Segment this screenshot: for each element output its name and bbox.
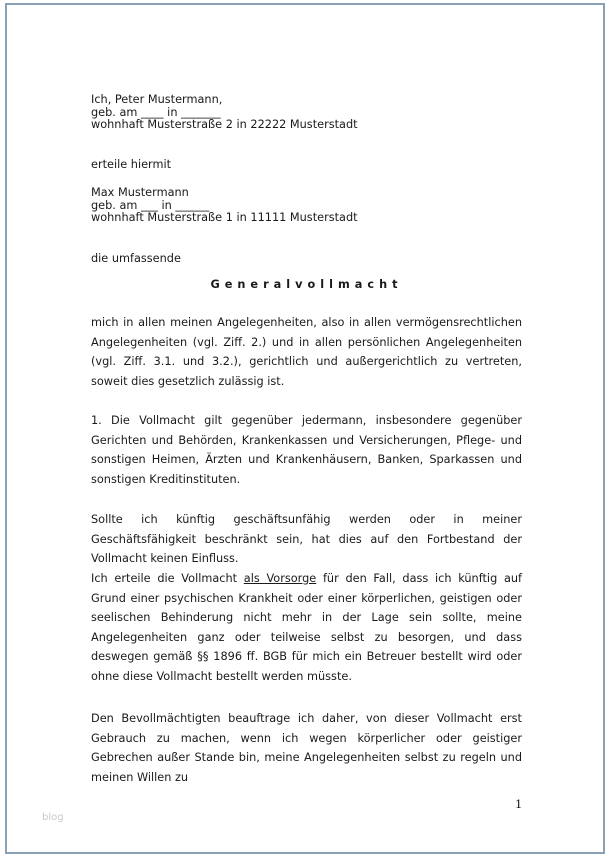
sender-address-line: wohnhaft Musterstraße 2 in 22222 Musterstadt xyxy=(91,118,358,131)
precaution-text-start: Ich erteile die Vollmacht xyxy=(91,572,244,585)
document-title: Generalvollmacht xyxy=(210,278,403,291)
paragraph-scope: mich in allen meinen Angelegenheiten, also in allen vermögensrechtlichen Angelegenheiten (vgl. Ziff. 2.) und in allen persönlichen Angelegenheiten (vgl. Ziff. 3.1. und 3.2.), gerichtlich und außergerichtlich zu vertreten, soweit dies gesetzlich zulässig ist. xyxy=(91,316,522,388)
paragraph-authorization: Den Bevollmächtigten beauftrage ich daher, von dieser Vollmacht erst Gebrauch zu machen, wenn ich wegen körperlicher oder geistiger Gebrechen außer Stande bin, meine Angelegenheiten selbst zu regeln und meinen Willen zu xyxy=(91,712,522,784)
intro-text: die umfassende xyxy=(91,252,181,265)
precaution-text-end: für den Fall, dass ich künftig auf Grund einer psychischen Krankheit oder einer körperlichen, geistigen oder seelischen Behinderung nicht mehr in der Lage sein sollte, meine Angelegenheiten ganz oder teilweise selbst zu besorgen, und dass deswegen gemäß §§ 1896 ff. BGB für mich ein Betreuer bestellt wird oder ohne diese Vollmacht bestellt werden müsste. xyxy=(91,572,523,683)
grant-phrase: erteile hiermit xyxy=(91,158,172,171)
precaution-underlined-term: als Vorsorge xyxy=(243,572,317,585)
sender-block xyxy=(91,94,522,132)
page-number: 1 xyxy=(515,797,523,811)
recipient-birth-line: geb. am ___ in ______ xyxy=(91,198,210,212)
document-page xyxy=(5,3,605,854)
paragraph-precaution xyxy=(91,569,522,687)
recipient-block xyxy=(91,187,522,225)
paragraph-incapacity: Sollte ich künftig geschäftsunfähig werden oder in meiner Geschäftsfähigkeit beschränkt sein, hat dies auf den Fortbestand der Vollmacht keinen Einfluss. xyxy=(91,513,522,566)
sender-birth-line: geb. am ____ in _______ xyxy=(91,105,221,119)
recipient-address-line: wohnhaft Musterstraße 1 in 11111 Musterstadt xyxy=(91,211,358,224)
watermark: blog xyxy=(42,812,64,823)
sender-name-line: Ich, Peter Mustermann, xyxy=(91,93,223,106)
recipient-name-line: Max Mustermann xyxy=(91,186,189,199)
paragraph-validity: 1. Die Vollmacht gilt gegenüber jedermann, insbesondere gegenüber Gerichten und Behörden, Krankenkassen und Versicherungen, Pflege- und sonstigen Heimen, Ärzten und Krankenhäusern, Banken, Sparkassen und sonstigen Kreditinstituten. xyxy=(91,414,522,486)
